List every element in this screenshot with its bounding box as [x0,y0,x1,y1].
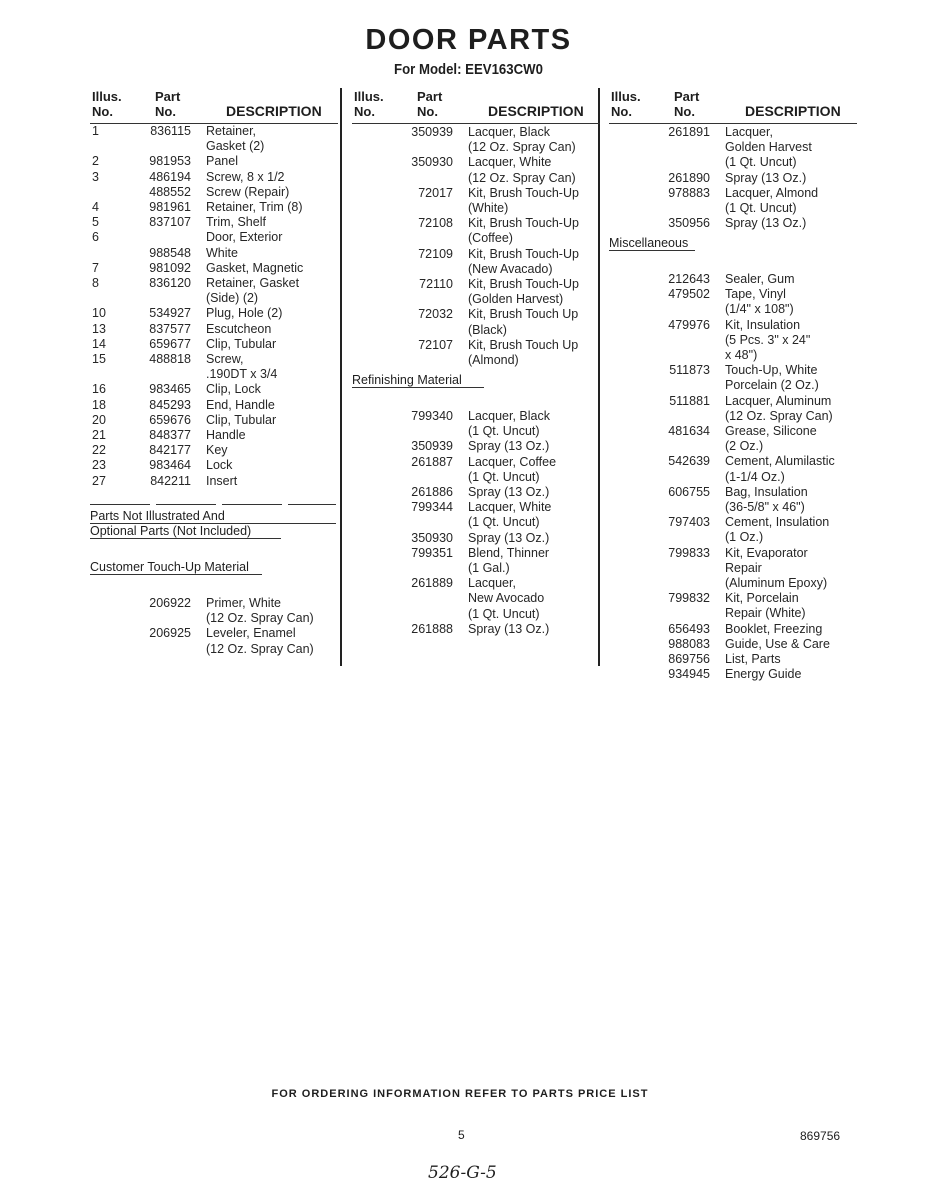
part-description: Clip, Lock [206,382,261,397]
part-header: Part [674,89,700,104]
part-number: 799833 [668,545,710,560]
part-description: White [206,245,238,260]
part-description: Spray (13 Oz.) [468,485,550,499]
part-number: 799832 [668,591,710,606]
part-description: Retainer, [206,124,257,138]
part-number: 799344 [411,500,453,515]
part-description: Cement, Alumilastic [725,454,835,469]
part-number: 934945 [668,667,710,682]
illus-header: No. [611,104,632,119]
part-number: 72110 [419,277,453,291]
part-description: (1 Gal.) [468,561,510,575]
part-description: (12 Oz. Spray Can) [725,408,833,423]
part-description: (Aluminum Epoxy) [725,576,828,590]
part-number: 488552 [149,184,191,199]
illus-number: 14 [92,336,106,351]
part-number: 479976 [668,317,710,332]
part-description: (1 Qt. Uncut) [468,606,540,621]
illus-number: 10 [92,306,106,321]
parts-column [88,88,343,688]
part-number: 983464 [149,458,191,473]
part-number: 72032 [418,307,453,322]
part-description: Leveler, Enamel [206,626,296,641]
part-number: 988083 [668,636,710,651]
part-description: (12 Oz. Spray Can) [468,140,576,155]
part-number: 836115 [150,124,191,138]
part-description: Escutcheon [206,321,272,336]
part-number: 486194 [149,169,191,184]
part-number: 261891 [668,125,710,139]
part-description: Lock [206,458,233,473]
illus-number: 27 [92,473,106,488]
description-header: DESCRIPTION [226,103,322,119]
part-description: Tape, Vinyl [725,287,786,302]
part-number: 848377 [149,428,191,442]
illus-header: No. [354,104,375,119]
part-description: Sealer, Gum [725,272,795,286]
part-description: (Coffee) [468,231,513,246]
part-header: No. [417,104,438,119]
parts-column [350,88,605,688]
part-description: (White) [468,201,509,215]
illus-number: 4 [92,200,99,214]
part-number: 350930 [411,530,453,545]
part-number: 534927 [149,306,191,321]
part-description: Retainer, Gasket [206,276,300,290]
illus-number: 2 [92,154,99,169]
part-description: Spray (13 Oz.) [725,170,807,185]
part-number: 837577 [149,321,191,336]
illus-number: 8 [92,276,99,290]
part-description: (2 Oz.) [725,439,764,454]
part-description: (1-1/4 Oz.) [725,469,785,484]
part-description: Kit, Insulation [725,317,801,332]
part-description: (5 Pcs. 3" x 24" [725,332,811,347]
part-description: Screw, [206,352,244,366]
part-number: 261889 [411,576,453,591]
part-description: Golden Harvest [725,140,812,155]
part-description: Key [206,443,228,458]
part-description: Bag, Insulation [725,484,808,499]
part-number: 659677 [149,336,191,351]
part-number: 656493 [668,621,710,636]
part-number: 797403 [668,515,710,530]
part-header: Part [155,89,181,104]
page-number: 5 [458,1128,465,1142]
part-description: Kit, Brush Touch-Up [468,277,579,291]
part-description: Energy Guide [725,667,802,682]
illus-number: 15 [92,352,106,366]
part-number: 542639 [668,454,710,469]
header-underline [352,123,600,124]
part-number: 836120 [149,276,191,290]
part-description: (1 Qt. Uncut) [725,201,797,215]
part-description: Plug, Hole (2) [206,306,283,321]
illus-header: No. [92,104,113,119]
part-description: Spray (13 Oz.) [468,530,550,545]
part-number: 659676 [149,412,191,427]
part-description: Panel [206,154,238,169]
part-number: 488818 [149,352,191,366]
part-description: x 48") [725,348,758,362]
illus-number: 21 [92,428,106,442]
part-description: (1 Qt. Uncut) [468,515,540,530]
part-description: (New Avacado) [468,261,553,276]
part-number: 981961 [149,200,191,214]
part-description: Lacquer, [468,576,516,591]
part-description: Insert [206,473,238,488]
part-description: (12 Oz. Spray Can) [206,641,314,656]
part-number: 261887 [411,454,453,469]
part-description: Screw, 8 x 1/2 [206,169,285,184]
part-number: 799351 [411,545,453,560]
part-number: 261888 [411,621,453,636]
illus-header: Illus. [354,89,384,104]
part-description: Kit, Brush Touch Up [468,337,579,352]
part-description: (1 Qt. Uncut) [725,155,797,170]
part-header: No. [674,104,695,119]
illus-number: 18 [92,397,106,412]
part-header: No. [155,104,176,119]
part-description: Clip, Tubular [206,412,277,427]
ordering-note: FOR ORDERING INFORMATION REFER TO PARTS PRICE LIST [271,1088,649,1100]
part-number: 350939 [411,439,453,454]
part-number: 983465 [149,382,191,397]
part-description: Touch-Up, White [725,363,818,378]
illus-number: 16 [92,382,106,397]
part-description: Handle [206,428,246,442]
description-header: DESCRIPTION [745,103,841,119]
part-number: 72109 [418,246,453,261]
part-description: Guide, Use & Care [725,636,830,651]
section-title: Miscellaneous [609,236,689,250]
part-number: 72017 [418,185,453,200]
part-description: Screw (Repair) [206,184,290,199]
handwritten-note: 526-G-5 [428,1163,497,1183]
part-description: Spray (13 Oz.) [468,439,550,454]
model-subtitle: For Model: EEV163CW0 [394,61,543,78]
part-number: 978883 [668,185,710,200]
part-description: Repair [725,560,762,575]
part-number: 72108 [418,216,453,231]
part-description: Blend, Thinner [468,545,550,560]
part-description: Grease, Silicone [725,424,817,438]
part-number: 350939 [411,125,453,139]
part-description: Gasket, Magnetic [206,260,304,275]
part-description: (Side) (2) [206,291,259,306]
part-description: (Golden Harvest) [468,292,564,307]
part-description: Kit, Brush Touch-Up [468,216,579,231]
part-header: Part [417,89,443,104]
illus-number: 20 [92,412,106,427]
part-description: Lacquer, [725,125,773,139]
part-number: 206925 [149,626,191,641]
part-number: 842177 [149,443,191,458]
part-description: Spray (13 Oz.) [725,216,807,231]
part-description: (12 Oz. Spray Can) [468,170,576,185]
section-title: Customer Touch-Up Material [90,560,249,574]
section-title: Refinishing Material [352,373,462,387]
illus-number: 22 [92,443,106,458]
part-description: Kit, Brush Touch-Up [468,246,579,261]
part-number: 72107 [418,337,453,352]
section-underline [90,538,281,539]
section-underline [352,387,484,388]
part-description: Kit, Porcelain [725,591,799,606]
illus-number: 7 [92,260,99,275]
section-underline [609,250,695,251]
parts-column [607,88,862,688]
illus-number: 13 [92,321,106,336]
part-description: Spray (13 Oz.) [468,621,550,636]
illus-header: Illus. [92,89,122,104]
section-underline [90,574,262,575]
part-number: 479502 [668,287,710,302]
document-number: 869756 [800,1129,841,1143]
part-description: Clip, Tubular [206,336,277,351]
part-number: 869756 [668,652,710,666]
part-description: Door, Exterior [206,230,283,245]
part-description: Trim, Shelf [206,215,266,230]
part-description: (36-5/8" x 46") [725,500,805,514]
part-number: 511881 [669,393,710,408]
part-description: Kit, Evaporator [725,545,808,560]
part-number: 606755 [668,484,710,499]
part-number: 981092 [149,260,191,275]
part-description: Lacquer, Black [468,125,550,139]
part-description: (1 Oz.) [725,530,764,545]
part-number: 837107 [149,215,191,230]
part-number: 206922 [149,596,191,610]
illus-number: 23 [92,458,106,473]
part-description: Kit, Brush Touch-Up [468,185,579,200]
part-description: Repair (White) [725,606,806,621]
part-description: (1 Qt. Uncut) [468,469,540,484]
part-description: (Almond) [468,353,519,367]
part-description: Primer, White [206,596,282,610]
part-description: Porcelain (2 Oz.) [725,378,819,393]
part-description: (1/4" x 108") [725,302,794,317]
part-description: .190DT x 3/4 [206,367,278,382]
part-description: Booklet, Freezing [725,621,823,636]
part-number: 261886 [411,485,453,499]
part-description: Lacquer, White [468,500,552,515]
illus-header: Illus. [611,89,641,104]
part-number: 799340 [411,409,453,423]
section-title: Optional Parts (Not Included) [90,524,252,539]
part-number: 212643 [668,272,710,286]
part-description: Kit, Brush Touch Up [468,307,579,322]
part-description: Gasket (2) [206,139,265,154]
part-description: Cement, Insulation [725,515,830,530]
part-description: Lacquer, Almond [725,185,819,200]
part-number: 350930 [411,155,453,170]
section-title: Parts Not Illustrated And [90,509,225,523]
part-description: (12 Oz. Spray Can) [206,611,314,626]
description-header: DESCRIPTION [488,103,584,119]
part-number: 350956 [668,216,710,231]
part-description: (Black) [468,322,507,337]
part-number: 511873 [669,363,710,378]
part-description: New Avocado [468,591,545,606]
header-underline [609,123,857,124]
part-number: 845293 [149,397,191,412]
part-description: Lacquer, Black [468,409,550,423]
section-rule [90,504,336,505]
part-number: 481634 [668,424,710,438]
part-description: Retainer, Trim (8) [206,200,303,214]
page-title: DOOR PARTS [365,24,572,56]
illus-number: 6 [92,230,99,245]
illus-number: 1 [92,124,99,138]
part-description: List, Parts [725,652,781,666]
illus-number: 5 [92,215,99,230]
part-description: Lacquer, Coffee [468,454,557,469]
part-number: 988548 [149,245,191,260]
part-number: 981953 [149,154,191,169]
part-description: Lacquer, White [468,155,552,170]
part-number: 261890 [668,170,710,185]
part-description: End, Handle [206,397,275,412]
part-description: Lacquer, Aluminum [725,393,832,408]
illus-number: 3 [92,169,99,184]
part-number: 842211 [150,473,191,488]
part-description: (1 Qt. Uncut) [468,424,540,439]
